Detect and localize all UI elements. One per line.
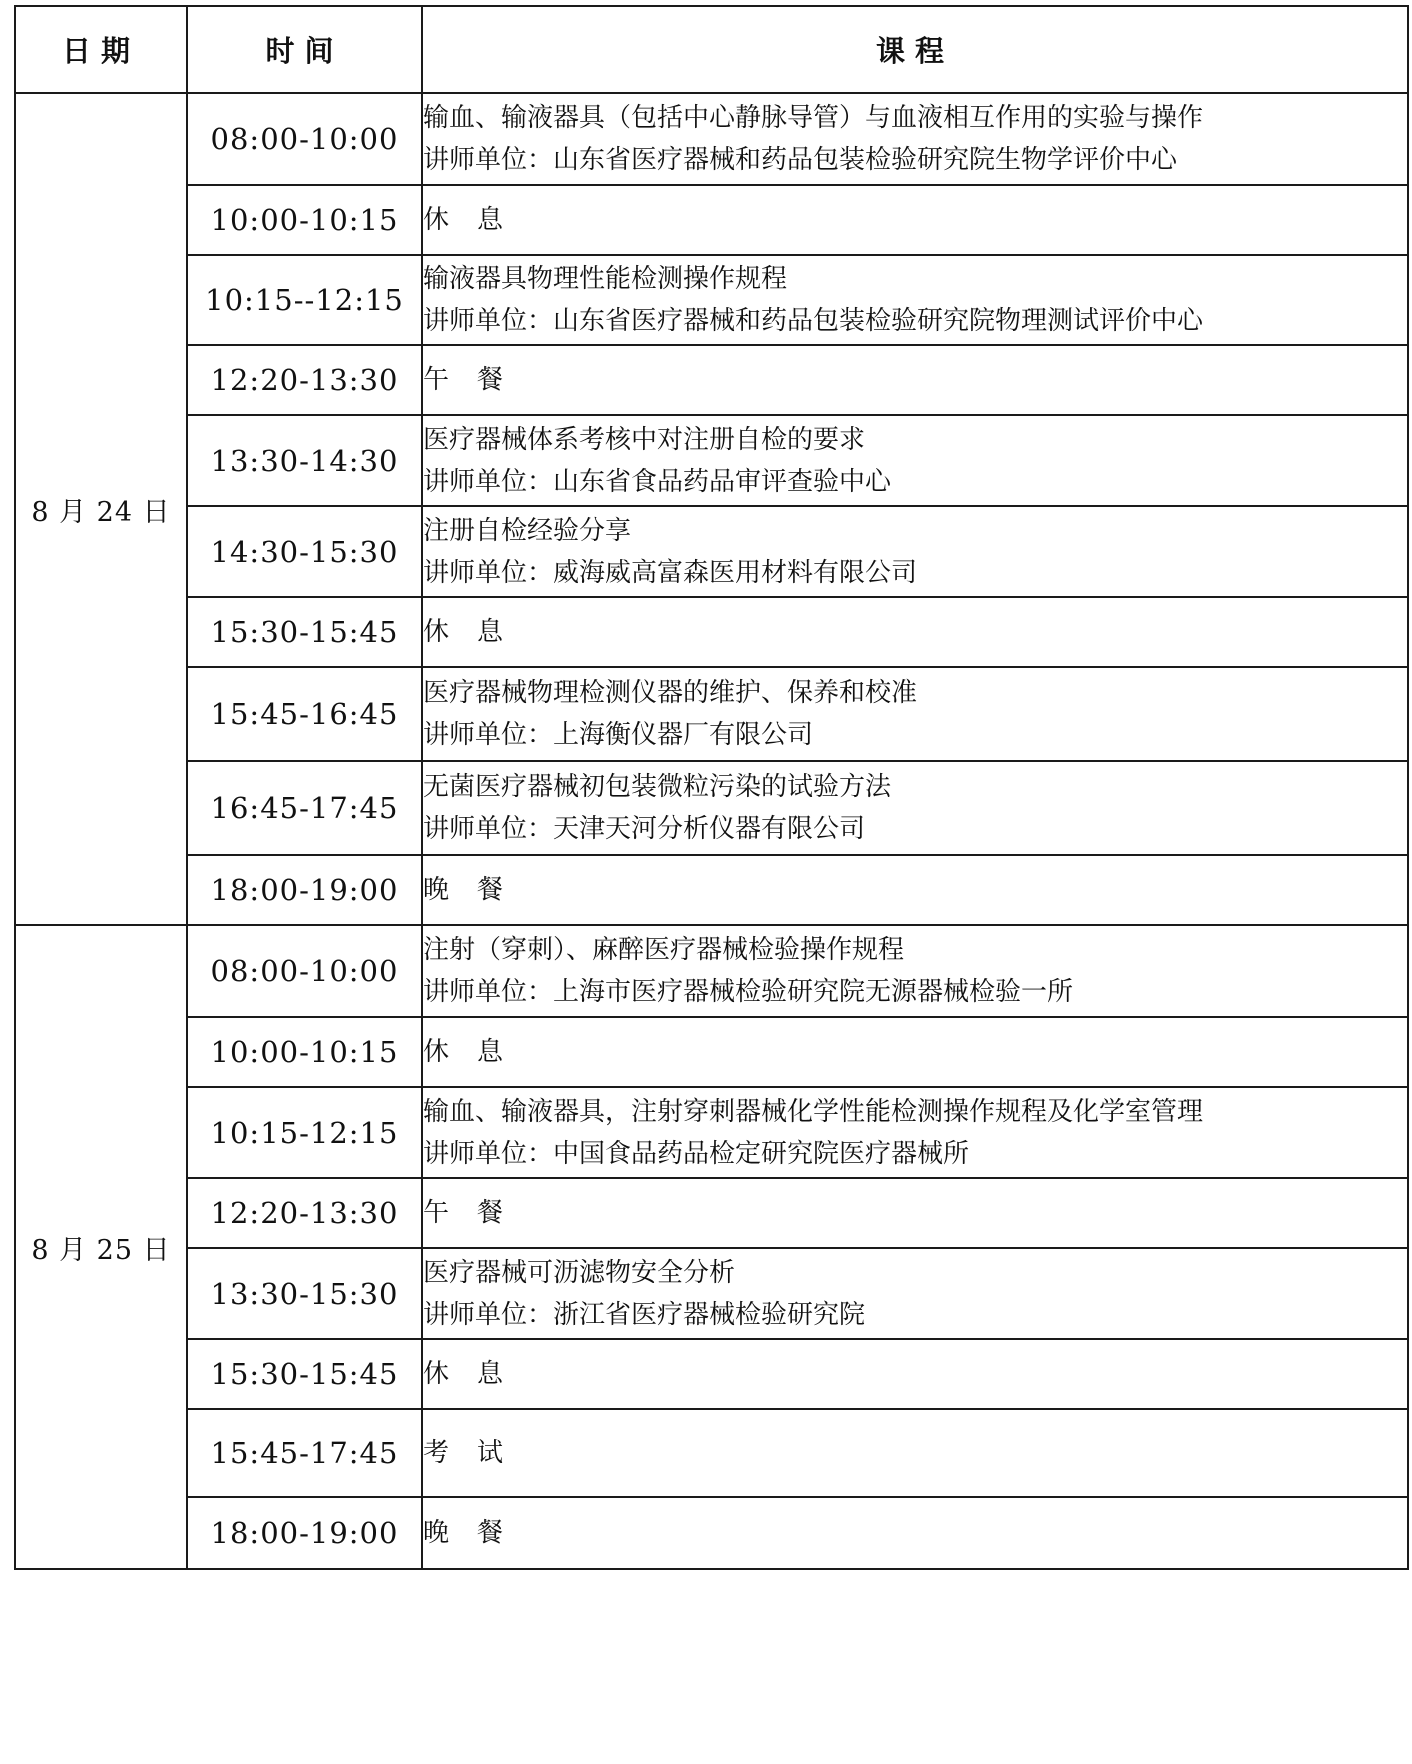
course-cell: [422, 93, 1408, 185]
course-cell: [422, 1178, 1408, 1248]
course-lecturer: 讲师单位：上海衡仪器厂有限公司: [423, 720, 814, 750]
time-cell: 12:20-13:30: [187, 1178, 422, 1248]
time-cell: 15:30-15:45: [187, 1339, 422, 1409]
header-row: [15, 6, 1408, 93]
course-cell: [422, 1497, 1408, 1569]
time-cell: 15:45-17:45: [187, 1409, 422, 1497]
course-lecturer: 讲师单位：中国食品药品检定研究院医疗器械所: [423, 1138, 970, 1169]
date-cell: 8 月 25 日: [15, 925, 187, 1569]
table-row: [15, 255, 1408, 345]
course-lecturer: 讲师单位：上海市医疗器械检验研究院无源器械检验一所: [423, 977, 1074, 1007]
course-title: 休息: [423, 1359, 532, 1389]
course-cell: [422, 597, 1408, 667]
header-time: 时间: [187, 6, 422, 93]
table-row: [15, 1087, 1408, 1178]
schedule-body: [15, 93, 1408, 1569]
header-date: 日期: [15, 6, 187, 93]
table-row: [15, 667, 1408, 761]
table-row: [15, 1178, 1408, 1248]
course-title: 输血、输液器具，注射穿刺器械化学性能检测操作规程及化学室管理: [423, 1096, 1204, 1127]
course-title: 注射（穿刺）、麻醉医疗器械检验操作规程: [423, 935, 905, 965]
time-cell: 16:45-17:45: [187, 761, 422, 855]
table-row: [15, 506, 1408, 597]
time-cell: 10:00-10:15: [187, 185, 422, 255]
table-row: [15, 93, 1408, 185]
table-row: [15, 415, 1408, 506]
course-title: 医疗器械物理检测仪器的维护、保养和校准: [423, 678, 918, 708]
time-cell: 18:00-19:00: [187, 1497, 422, 1569]
course-title: 医疗器械体系考核中对注册自检的要求: [423, 424, 866, 455]
course-cell: [422, 345, 1408, 415]
course-title: 晚餐: [423, 875, 532, 905]
time-cell: 14:30-15:30: [187, 506, 422, 597]
table-row: [15, 1497, 1408, 1569]
course-title: 休息: [423, 617, 532, 647]
course-cell: [422, 925, 1408, 1017]
schedule-table: [14, 5, 1409, 1570]
time-cell: 12:20-13:30: [187, 345, 422, 415]
course-cell: [422, 667, 1408, 761]
course-cell: [422, 1248, 1408, 1339]
table-row: [15, 1017, 1408, 1087]
time-cell: 13:30-14:30: [187, 415, 422, 506]
course-title: 休息: [423, 1037, 532, 1067]
table-row: [15, 1409, 1408, 1497]
course-cell: [422, 1339, 1408, 1409]
table-row: [15, 185, 1408, 255]
table-row: [15, 345, 1408, 415]
time-cell: 13:30-15:30: [187, 1248, 422, 1339]
course-lecturer: 讲师单位：威海威高富森医用材料有限公司: [423, 557, 918, 588]
table-row: [15, 761, 1408, 855]
table-row: [15, 1339, 1408, 1409]
course-cell: [422, 761, 1408, 855]
time-cell: 10:15--12:15: [187, 255, 422, 345]
table-row: [15, 597, 1408, 667]
course-lecturer: 讲师单位：山东省食品药品审评查验中心: [423, 466, 892, 497]
time-cell: 18:00-19:00: [187, 855, 422, 925]
course-title: 输液器具物理性能检测操作规程: [423, 264, 788, 294]
time-cell: 15:45-16:45: [187, 667, 422, 761]
course-title: 输血、输液器具（包括中心静脉导管）与血液相互作用的实验与操作: [423, 103, 1204, 133]
course-lecturer: 讲师单位：天津天河分析仪器有限公司: [423, 814, 866, 844]
time-cell: 08:00-10:00: [187, 93, 422, 185]
course-title: 无菌医疗器械初包装微粒污染的试验方法: [423, 772, 892, 802]
course-lecturer: 讲师单位：山东省医疗器械和药品包装检验研究院物理测试评价中心: [423, 306, 1204, 336]
course-title: 晚餐: [423, 1518, 532, 1548]
course-lecturer: 讲师单位：浙江省医疗器械检验研究院: [423, 1299, 866, 1330]
course-cell: [422, 506, 1408, 597]
course-title: 考试: [423, 1438, 532, 1468]
course-cell: [422, 1087, 1408, 1178]
time-cell: 10:00-10:15: [187, 1017, 422, 1087]
time-cell: 15:30-15:45: [187, 597, 422, 667]
date-cell: 8 月 24 日: [15, 93, 187, 925]
table-row: [15, 1248, 1408, 1339]
table-row: [15, 925, 1408, 1017]
course-cell: [422, 1017, 1408, 1087]
course-title: 医疗器械可沥滤物安全分析: [423, 1257, 736, 1288]
course-cell: [422, 185, 1408, 255]
time-cell: 08:00-10:00: [187, 925, 422, 1017]
course-title: 午餐: [423, 365, 532, 395]
course-title: 休息: [423, 205, 532, 235]
table-row: [15, 855, 1408, 925]
course-cell: [422, 415, 1408, 506]
header-course: 课程: [422, 6, 1408, 93]
course-title: 午餐: [423, 1198, 532, 1228]
course-cell: [422, 255, 1408, 345]
course-cell: [422, 1409, 1408, 1497]
course-title: 注册自检经验分享: [423, 515, 632, 546]
course-lecturer: 讲师单位：山东省医疗器械和药品包装检验研究院生物学评价中心: [423, 145, 1178, 175]
course-cell: [422, 855, 1408, 925]
time-cell: 10:15-12:15: [187, 1087, 422, 1178]
